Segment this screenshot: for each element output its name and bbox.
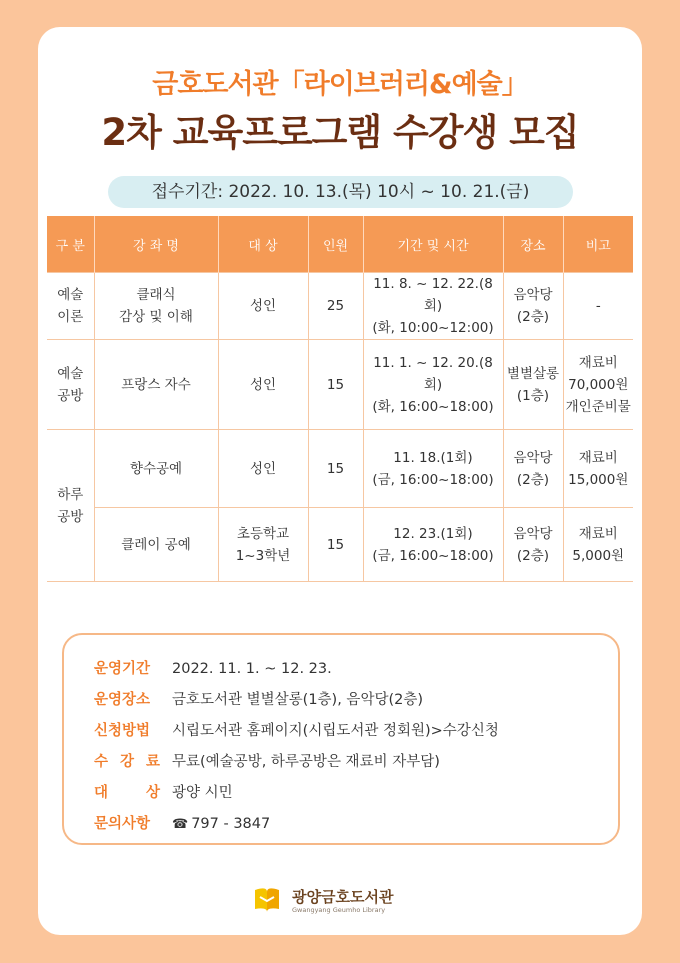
cell-schedule: 11. 18.(1회) (금, 16:00~18:00) <box>363 430 503 508</box>
col-header-category: 구 분 <box>47 216 94 273</box>
info-value: 797 - 3847 <box>191 816 271 832</box>
cell-note: 재료비 5,000원 <box>563 508 633 582</box>
phone-icon: ☎ <box>172 817 189 832</box>
col-header-target: 대 상 <box>218 216 308 273</box>
cell-note: 재료비 15,000원 <box>563 430 633 508</box>
info-value: 무료(예술공방, 하루공방은 재료비 자부담) <box>172 754 440 770</box>
info-row-contact <box>94 812 270 833</box>
info-row-period <box>94 657 332 678</box>
info-value: 시립도서관 홈페이지(시립도서관 정회원)>수강신청 <box>172 723 499 739</box>
info-key: 대 상 <box>94 785 160 801</box>
info-row-fee <box>94 750 440 771</box>
col-header-note: 비고 <box>563 216 633 273</box>
col-header-place: 장소 <box>503 216 563 273</box>
info-value: 2022. 11. 1. ~ 12. 23. <box>172 661 332 677</box>
library-logo-icon <box>252 886 282 914</box>
cell-count: 25 <box>308 273 363 340</box>
info-key: 신청방법 <box>94 723 151 739</box>
cell-count: 15 <box>308 430 363 508</box>
cell-place: 음악당 (2층) <box>503 430 563 508</box>
cell-place: 별별살롱 (1층) <box>503 340 563 430</box>
title-line-1: 금호도서관「라이브러리&예술」 <box>152 69 528 100</box>
title-line-2: 2차 교육프로그램 수강생 모집 <box>101 111 579 154</box>
info-key: 수 강 료 <box>94 754 160 770</box>
cell-count: 15 <box>308 340 363 430</box>
info-value: 광양 시민 <box>172 785 233 801</box>
info-key: 운영장소 <box>94 692 151 708</box>
cell-count: 15 <box>308 508 363 582</box>
col-header-course: 강 좌 명 <box>94 216 218 273</box>
table-row <box>47 273 633 340</box>
cell-schedule: 11. 8. ~ 12. 22.(8회) (화, 10:00~12:00) <box>363 273 503 340</box>
table-header-row <box>47 216 633 273</box>
cell-course: 프랑스 자수 <box>94 340 218 430</box>
info-key: 문의사항 <box>94 816 151 832</box>
cell-place: 음악당 (2층) <box>503 273 563 340</box>
info-row-place <box>94 688 423 709</box>
library-name: 광양금호도서관 <box>292 888 394 906</box>
cell-schedule: 12. 23.(1회) (금, 16:00~18:00) <box>363 508 503 582</box>
cell-category: 예술 이론 <box>47 273 94 340</box>
cell-course: 클레이 공예 <box>94 508 218 582</box>
cell-note: - <box>563 273 633 340</box>
cell-schedule: 11. 1. ~ 12. 20.(8회) (화, 16:00~18:00) <box>363 340 503 430</box>
info-row-method <box>94 719 499 740</box>
program-table <box>47 216 633 582</box>
cell-target: 성인 <box>218 273 308 340</box>
info-value: 금호도서관 별별살롱(1층), 음악당(2층) <box>172 692 424 708</box>
cell-course: 향수공예 <box>94 430 218 508</box>
col-header-schedule: 기간 및 시간 <box>363 216 503 273</box>
table-row <box>47 430 633 508</box>
cell-target: 성인 <box>218 430 308 508</box>
col-header-count: 인원 <box>308 216 363 273</box>
cell-place: 음악당 (2층) <box>503 508 563 582</box>
info-row-target <box>94 781 233 802</box>
table-row <box>47 508 633 582</box>
cell-target: 성인 <box>218 340 308 430</box>
cell-category: 예술 공방 <box>47 340 94 430</box>
library-name-en: Gwangyang Geumho Library <box>292 906 386 914</box>
cell-course: 클래식 감상 및 이해 <box>94 273 218 340</box>
cell-category: 하루 공방 <box>47 430 94 582</box>
info-key: 운영기간 <box>94 661 151 677</box>
cell-note: 재료비 70,000원 개인준비물 <box>563 340 633 430</box>
application-period: 접수기간: 2022. 10. 13.(목) 10시 ~ 10. 21.(금) <box>108 176 573 208</box>
info-box <box>62 633 620 845</box>
cell-target: 초등학교 1~3학년 <box>218 508 308 582</box>
table-row <box>47 340 633 430</box>
